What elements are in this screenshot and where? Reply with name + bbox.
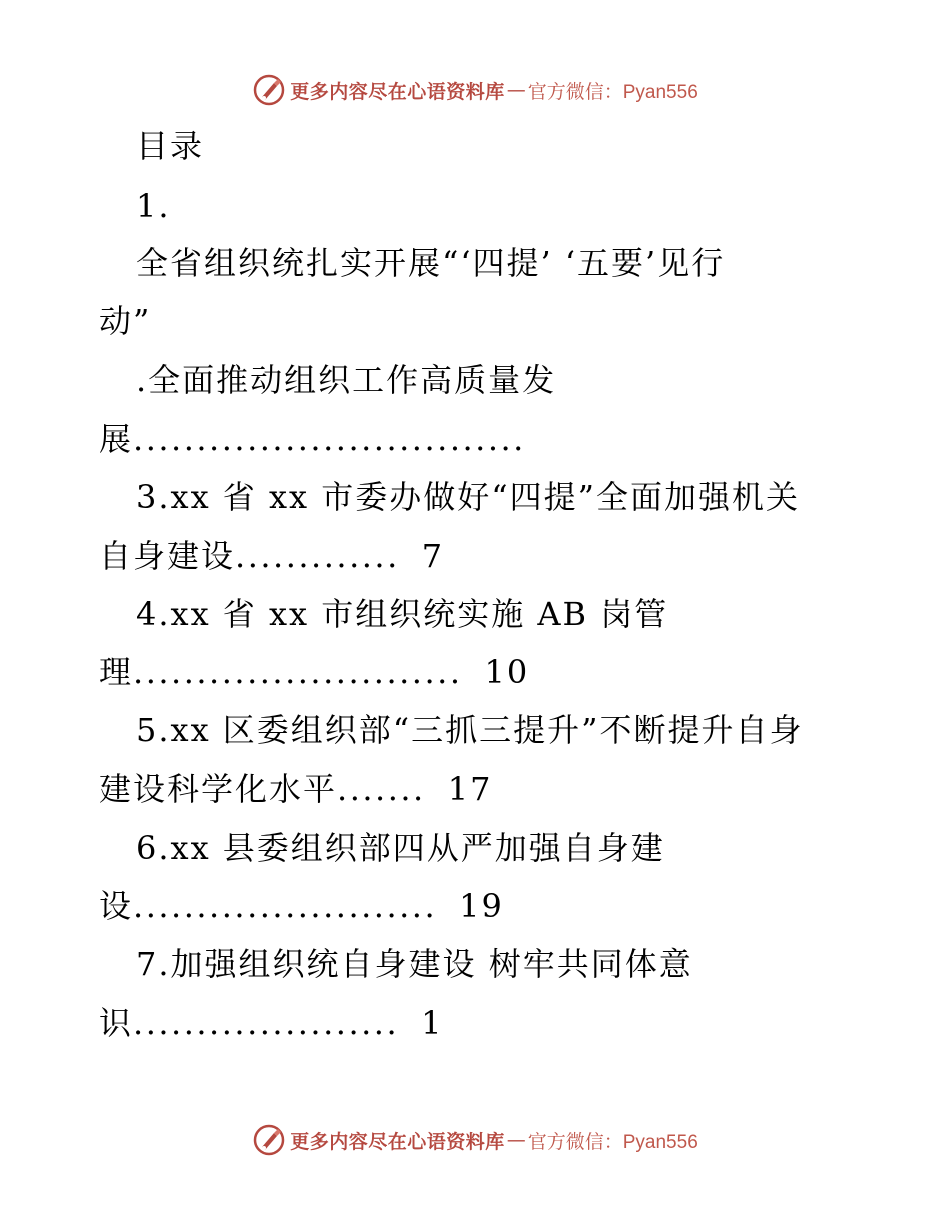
toc-item-1: 1.: [136, 187, 171, 225]
toc-item-3-line-2: [99, 536, 444, 576]
toc-item-4-line-2: [99, 652, 529, 692]
toc-item-4-page: 10: [484, 653, 530, 691]
toc-item-5-line-2: [99, 769, 492, 809]
watermark-wechat: 官方微信：Pyan556: [527, 81, 698, 103]
toc-item-3-line-1: 3.xx 省 xx 市委办做好“四提”全面加强机关: [136, 478, 800, 516]
toc-item-7-leader: .....................: [133, 1004, 400, 1042]
toc-item-7-tail: 识: [99, 1004, 134, 1042]
toc-item-7-line-1: 7.加强组织统自身建设 树牢共同体意: [136, 945, 693, 983]
toc-item-5-line-1: 5.xx 区委组织部“三抓三提升”不断提升自身: [136, 711, 804, 749]
toc-item-5-leader: .......: [337, 770, 426, 808]
toc-item-4-line-1: 4.xx 省 xx 市组织统实施 AB 岗管: [136, 595, 669, 633]
toc-item-6-leader: ........................: [133, 887, 438, 925]
toc-item-2-line-2: 动”: [99, 302, 152, 340]
watermark-banner-bottom: [0, 1120, 950, 1160]
toc-item-3-tail: 自身建设: [99, 537, 236, 575]
watermark-text: 更多内容尽在心语资料库: [290, 80, 505, 103]
toc-item-2-line-4: [99, 419, 526, 459]
watermark-wechat: 官方微信：Pyan556: [527, 1131, 698, 1153]
watermark-dash: —: [506, 79, 526, 101]
toc-item-6-tail: 设: [99, 887, 134, 925]
toc-item-2-tail: 展: [99, 420, 134, 458]
pen-logo-icon: [252, 73, 286, 107]
toc-item-4-tail: 理: [99, 653, 134, 691]
watermark-text: 更多内容尽在心语资料库: [290, 1130, 505, 1153]
toc-item-2-line-1: 全省组织统扎实开展“‘四提’ ‘五要’见行: [136, 244, 726, 282]
toc-item-5-tail: 建设科学化水平: [99, 770, 338, 808]
toc-item-4-leader: ..........................: [133, 653, 463, 691]
toc-item-6-line-1: 6.xx 县委组织部四从严加强自身建: [136, 829, 665, 867]
toc-item-3-page: 7: [421, 537, 445, 575]
watermark-dash: —: [506, 1129, 526, 1151]
toc-item-7-line-2: [99, 1003, 443, 1043]
toc-item-2-line-3: .全面推动组织工作高质量发: [136, 361, 557, 399]
toc-item-7-page: 1: [421, 1004, 444, 1042]
pen-logo-icon: [252, 1123, 286, 1157]
toc-item-3-leader: .............: [235, 537, 400, 575]
toc-item-2-leader: ...............................: [133, 420, 526, 458]
toc-item-6-line-2: [99, 886, 504, 926]
toc-heading: 目录: [136, 127, 205, 165]
toc-item-6-page: 19: [459, 887, 504, 925]
toc-item-5-page: 17: [447, 770, 493, 808]
watermark-banner-top: [0, 70, 950, 110]
